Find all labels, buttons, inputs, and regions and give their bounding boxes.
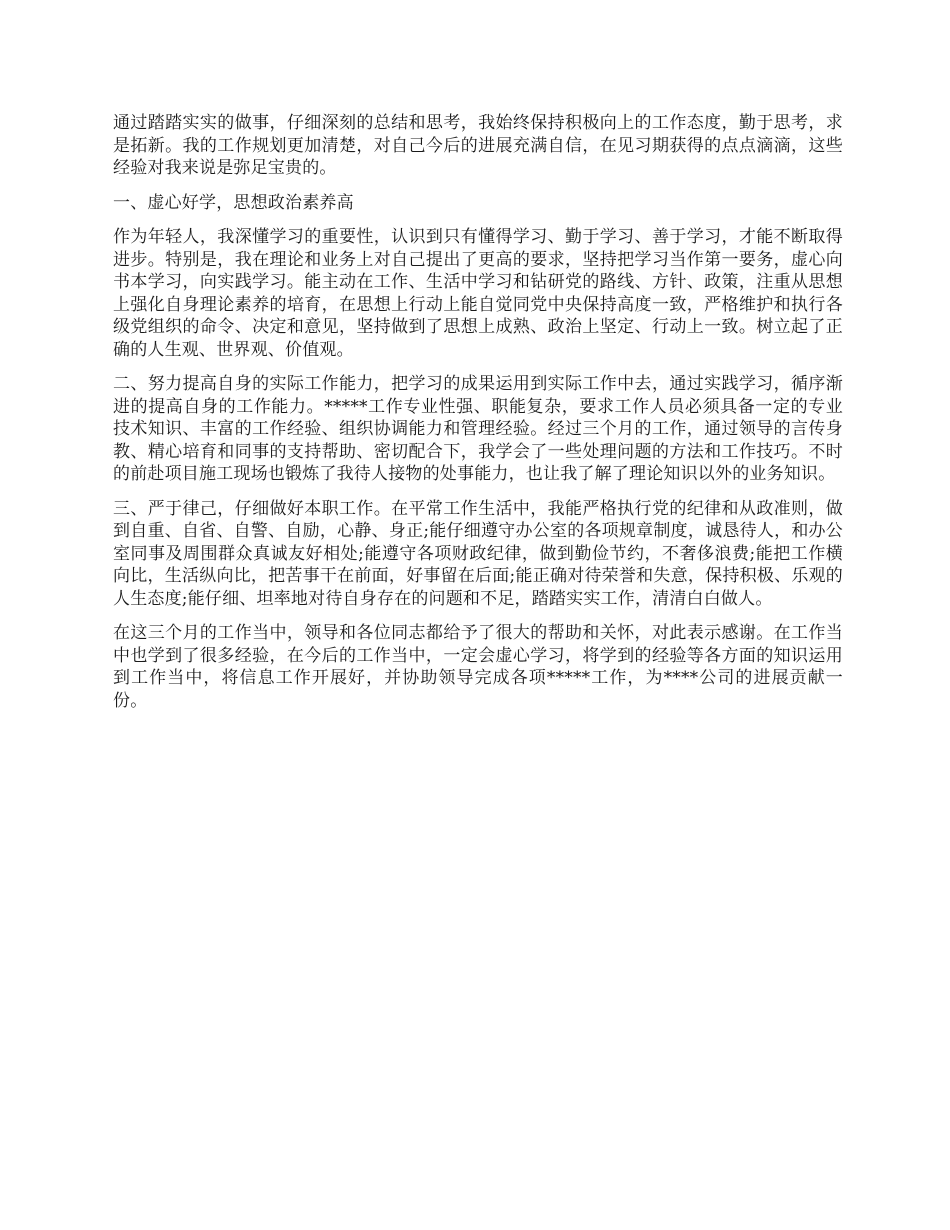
intro-paragraph: 通过踏踏实实的做事，仔细深刻的总结和思考，我始终保持积极向上的工作态度，勤于思考，求是拓新。我的工作规划更加清楚，对自己今后的进展充满自信，在见习期获得的点点滴滴，这些经验对我来说是弥足宝贵的。	[113, 113, 843, 178]
section-3-paragraph: 三、严于律己，仔细做好本职工作。在平常工作生活中，我能严格执行党的纪律和从政准则，做到自重、自省、自警、自励，心静、身正;能仔细遵守办公室的各项规章制度，诚恳待人，和办公室同事及周围群众真诚友好相处;能遵守各项财政纪律，做到勤俭节约，不奢侈浪费;能把工作横向比，生活纵向比，把苦事干在前面，好事留在后面;能正确对待荣誉和失意，保持积极、乐观的人生态度;能仔细、坦率地对待自身存在的问题和不足，踏踏实实工作，清清白白做人。	[113, 498, 843, 609]
section-1-paragraph: 作为年轻人，我深懂学习的重要性，认识到只有懂得学习、勤于学习、善于学习，才能不断取得进步。特别是，我在理论和业务上对自己提出了更高的要求，坚持把学习当作第一要务，虚心向书本学习，向实践学习。能主动在工作、生活中学习和钻研党的路线、方针、政策，注重从思想上强化自身理论素养的培育，在思想上行动上能自觉同党中央保持高度一致，严格维护和执行各级党组织的命令、决定和意见，坚持做到了思想上成熟、政治上坚定、行动上一致。树立起了正确的人生观、世界观、价值观。	[113, 227, 843, 360]
section-heading-1: 一、虚心好学，思想政治素养高	[113, 192, 354, 213]
closing-paragraph: 在这三个月的工作当中，领导和各位同志都给予了很大的帮助和关怀，对此表示感谢。在工作当中也学到了很多经验，在今后的工作当中，一定会虚心学习，将学到的经验等各方面的知识运用到工作当中，将信息工作开展好，并协助领导完成各项*****工作，为****公司的进展贡献一份。	[113, 623, 843, 711]
document-body	[113, 112, 843, 724]
section-2-paragraph: 二、努力提高自身的实际工作能力，把学习的成果运用到实际工作中去，通过实践学习，循序渐进的提高自身的工作能力。*****工作专业性强、职能复杂，要求工作人员必须具备一定的专业技术知识、丰富的工作经验、组织协调能力和管理经验。经过三个月的工作，通过领导的言传身教、精心培育和同事的支持帮助、密切配合下，我学会了一些处理问题的方法和工作技巧。不时的前赴项目施工现场也锻炼了我待人接物的处事能力，也让我了解了理论知识以外的业务知识。	[113, 374, 843, 484]
